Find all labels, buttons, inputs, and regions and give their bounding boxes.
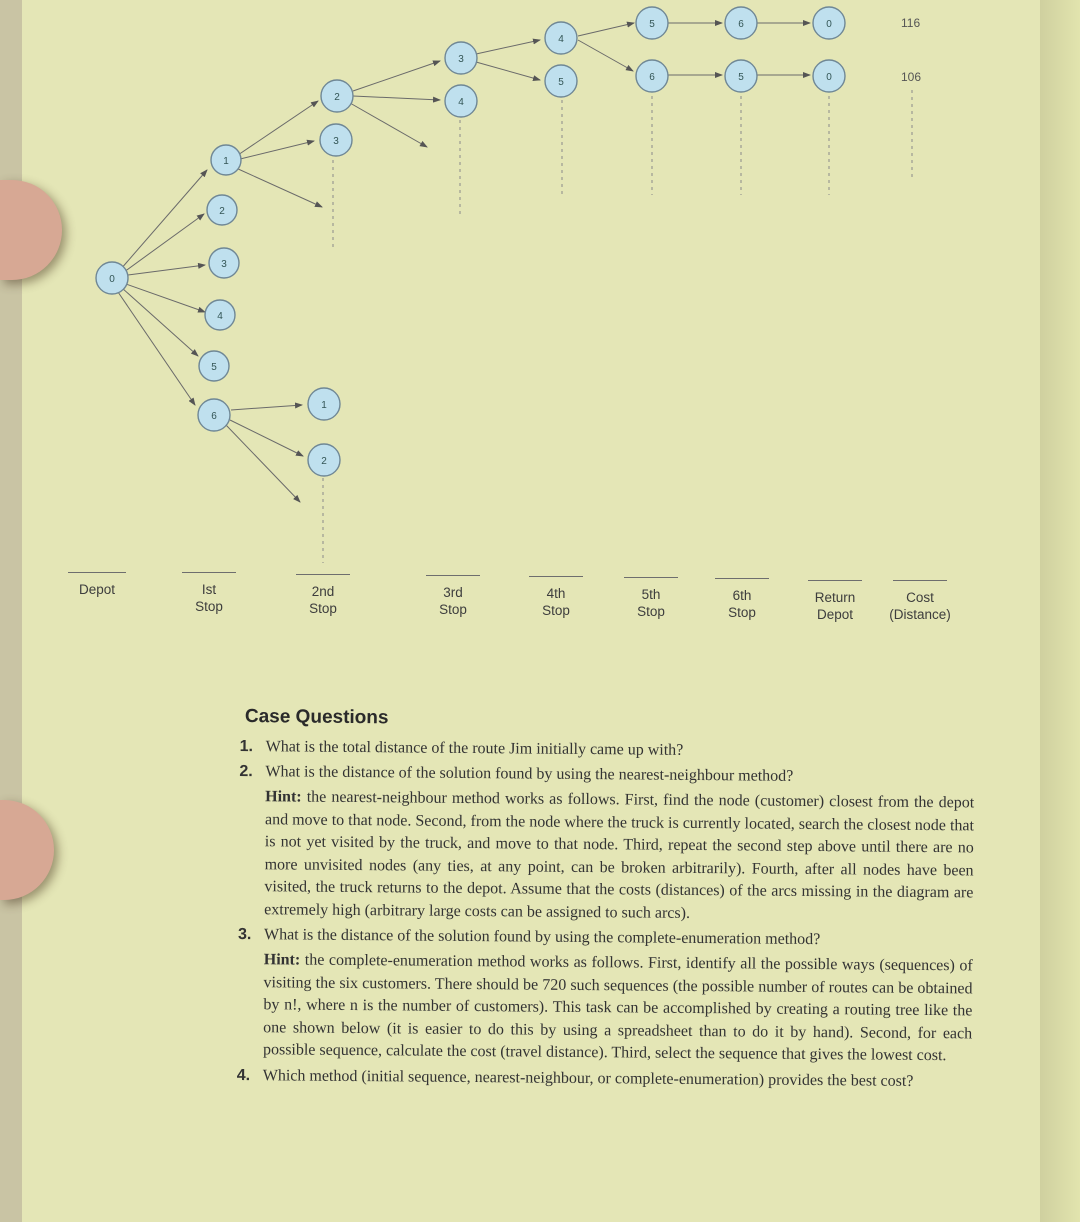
edge-depot-4 [126,284,205,312]
svg-text:3: 3 [333,136,339,147]
node-stop1-6 [198,399,230,431]
node-depot [96,262,128,294]
svg-text:6: 6 [211,411,217,422]
node-stop6-6 [725,7,757,39]
cost-value-1: 116 [901,16,921,30]
edge-1-cont [236,168,322,207]
edge-1-3 [236,141,314,160]
node-return-0b [813,60,845,92]
col-4th-stop: 4th Stop [527,576,585,619]
svg-text:5: 5 [558,77,564,88]
svg-text:0: 0 [109,274,115,285]
svg-text:3: 3 [221,259,227,270]
edge-depot-3 [128,265,205,275]
edge-2-4 [353,96,440,100]
svg-text:6: 6 [738,19,744,30]
svg-text:4: 4 [217,311,223,322]
node-stop5-5 [636,7,668,39]
cost-value-2: 106 [901,70,922,84]
col-5th-stop: 5th Stop [622,577,680,620]
col-6th-stop: 6th Stop [713,578,771,621]
edge-6-2 [230,420,303,456]
edge-depot-2 [124,214,204,272]
edge-6-1 [231,405,302,410]
node-bottom-stop2-1 [308,388,340,420]
col-depot: Depot [66,572,128,598]
node-stop6-5 [725,60,757,92]
col-return-depot: Return Depot [803,580,867,623]
node-stop1-4 [205,300,235,330]
svg-text:0: 0 [826,19,832,30]
node-stop1-5 [199,351,229,381]
case-questions-title: Case Questions [244,706,389,729]
node-stop1-1 [211,145,241,175]
edge-depot-1 [120,170,207,270]
node-stop3-4 [445,85,477,117]
node-stop3-3 [445,42,477,74]
hint-3: Hint: the complete-enumeration method works as follows. First, identify all the possible ways (sequences) of visiting the six customers. There should be 720 such sequences (the possible number of routes can be obtained by n!, where n is the number of customers). This task can be accomplished by creating a routing tree like the one shown below (it is easier to do this by using a spreadsheet than to do it by hand). Second, for each possible sequence, calculate the cost (travel distance). Third, select the sequence that gives the lowest cost. [262,951,973,1065]
hint-2: Hint: the nearest-neighbour method works as follows. First, find the node (customer) closest from the depot and move to that node. Second, from the node where the truck is currently located, search the closest node that is not yet visited by the truck, and move to that node. Third, repeat the second step above until there are no more unvisited nodes (any ties, at any point, can be broken arbitrarily). Fourth, after all nodes have been visited, the truck returns to the depot. Assume that the costs (distances) of the arcs missing in the diagram are extremely high (arbitrary large costs can be assigned to such arcs). [264,788,975,922]
node-bottom-stop2-2 [308,444,340,476]
edge-2-cont [350,103,427,147]
edge-2-3 [353,61,440,91]
svg-text:5: 5 [649,19,655,30]
svg-text:1: 1 [223,156,229,167]
svg-text:6: 6 [649,72,655,83]
node-stop4-4 [545,22,577,54]
edge-4-5 [578,23,634,36]
node-stop1-3 [209,248,239,278]
edge-3-5 [476,62,540,80]
col-1st-stop: Ist Stop [180,572,238,615]
edge-3-4 [476,40,540,54]
case-questions [237,706,975,1096]
routing-tree-diagram [0,0,1080,570]
question-3: 3. What is the distance of the solution found by using the complete-enumeration method? [237,925,821,949]
edge-1-2 [235,101,318,157]
svg-text:3: 3 [458,54,464,65]
svg-text:4: 4 [458,97,464,108]
svg-text:0: 0 [826,72,832,83]
svg-text:1: 1 [321,400,327,411]
node-stop2-2 [321,80,353,112]
col-3rd-stop: 3rd Stop [424,575,482,618]
svg-text:2: 2 [334,92,340,103]
node-return-0a [813,7,845,39]
edge-4-6 [578,40,633,71]
edge-depot-5 [122,288,198,356]
question-4: 4. Which method (initial sequence, nearest-neighbour, or complete-enumeration) provides the best cost? [236,1066,914,1090]
svg-text:2: 2 [321,456,327,467]
edge-depot-6 [118,292,195,405]
svg-text:5: 5 [738,72,744,83]
question-1: 1. What is the total distance of the route Jim initially came up with? [239,737,684,759]
node-stop4-5 [545,65,577,97]
svg-text:2: 2 [219,206,225,217]
svg-text:4: 4 [558,34,564,45]
col-2nd-stop: 2nd Stop [294,574,352,617]
question-2: 2. What is the distance of the solution found by using the nearest-neighbour method? [239,762,794,785]
node-stop2-3 [320,124,352,156]
node-stop5-6 [636,60,668,92]
col-cost: Cost (Distance) [882,580,958,623]
svg-text:5: 5 [211,362,217,373]
node-stop1-2 [207,195,237,225]
